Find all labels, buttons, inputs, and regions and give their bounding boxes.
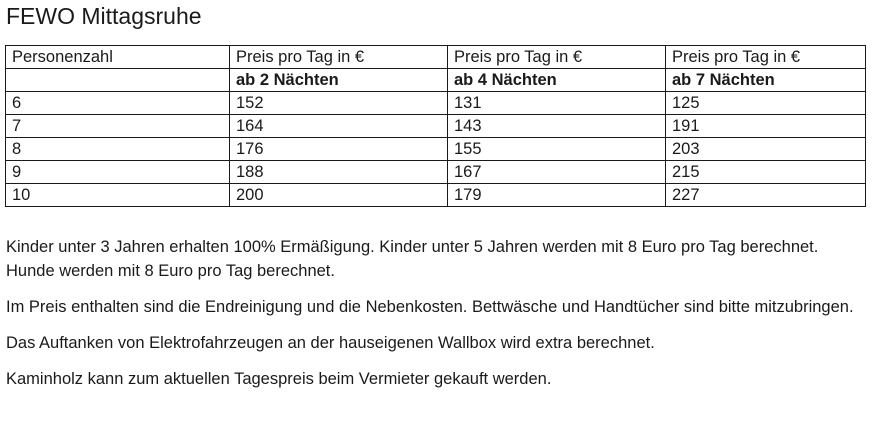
table-cell: 143 bbox=[448, 115, 666, 138]
header-cell-price-2: Preis pro Tag in € bbox=[230, 46, 448, 69]
subheader-cell-2-nights: ab 2 Nächten bbox=[230, 69, 448, 92]
table-subheader-row bbox=[6, 69, 866, 92]
header-cell-price-7: Preis pro Tag in € bbox=[666, 46, 866, 69]
table-cell: 179 bbox=[448, 184, 666, 207]
table-cell: 131 bbox=[448, 92, 666, 115]
table-cell: 6 bbox=[6, 92, 230, 115]
note-paragraph-wallbox: Das Auftanken von Elektrofahrzeugen an der hauseigenen Wallbox wird extra berechnet. bbox=[6, 334, 655, 352]
note-paragraph-discounts: Kinder unter 3 Jahren erhalten 100% Ermäßigung. Kinder unter 5 Jahren werden mit 8 Euro pro Tag berechnet. Hunde werden mit 8 Euro pro Tag berechnet. bbox=[6, 238, 819, 280]
table-cell: 9 bbox=[6, 161, 230, 184]
document-title: FEWO Mittagsruhe bbox=[6, 3, 202, 29]
table-cell: 152 bbox=[230, 92, 448, 115]
header-cell-price-4: Preis pro Tag in € bbox=[448, 46, 666, 69]
table-cell: 215 bbox=[666, 161, 866, 184]
subheader-cell-4-nights: ab 4 Nächten bbox=[448, 69, 666, 92]
table-row bbox=[6, 138, 866, 161]
table-cell: 164 bbox=[230, 115, 448, 138]
table-header-row bbox=[6, 46, 866, 69]
header-cell-persons: Personenzahl bbox=[6, 46, 230, 69]
table-cell: 176 bbox=[230, 138, 448, 161]
table-cell: 203 bbox=[666, 138, 866, 161]
notes-section bbox=[6, 235, 866, 403]
table-cell: 200 bbox=[230, 184, 448, 207]
table-cell: 125 bbox=[666, 92, 866, 115]
table-cell: 7 bbox=[6, 115, 230, 138]
table-row bbox=[6, 92, 866, 115]
table-cell: 227 bbox=[666, 184, 866, 207]
table-row bbox=[6, 115, 866, 138]
note-paragraph-firewood: Kaminholz kann zum aktuellen Tagespreis beim Vermieter gekauft werden. bbox=[6, 370, 552, 388]
table-cell: 191 bbox=[666, 115, 866, 138]
table-cell: 10 bbox=[6, 184, 230, 207]
price-table bbox=[5, 45, 866, 207]
table-cell: 167 bbox=[448, 161, 666, 184]
table-row bbox=[6, 184, 866, 207]
table-row bbox=[6, 161, 866, 184]
table-cell: 155 bbox=[448, 138, 666, 161]
table-cell: 8 bbox=[6, 138, 230, 161]
table-cell: 188 bbox=[230, 161, 448, 184]
subheader-cell-empty bbox=[6, 69, 230, 92]
subheader-cell-7-nights: ab 7 Nächten bbox=[666, 69, 866, 92]
note-paragraph-included: Im Preis enthalten sind die Endreinigung und die Nebenkosten. Bettwäsche und Handtücher sind bitte mitzubringen. bbox=[6, 298, 854, 316]
